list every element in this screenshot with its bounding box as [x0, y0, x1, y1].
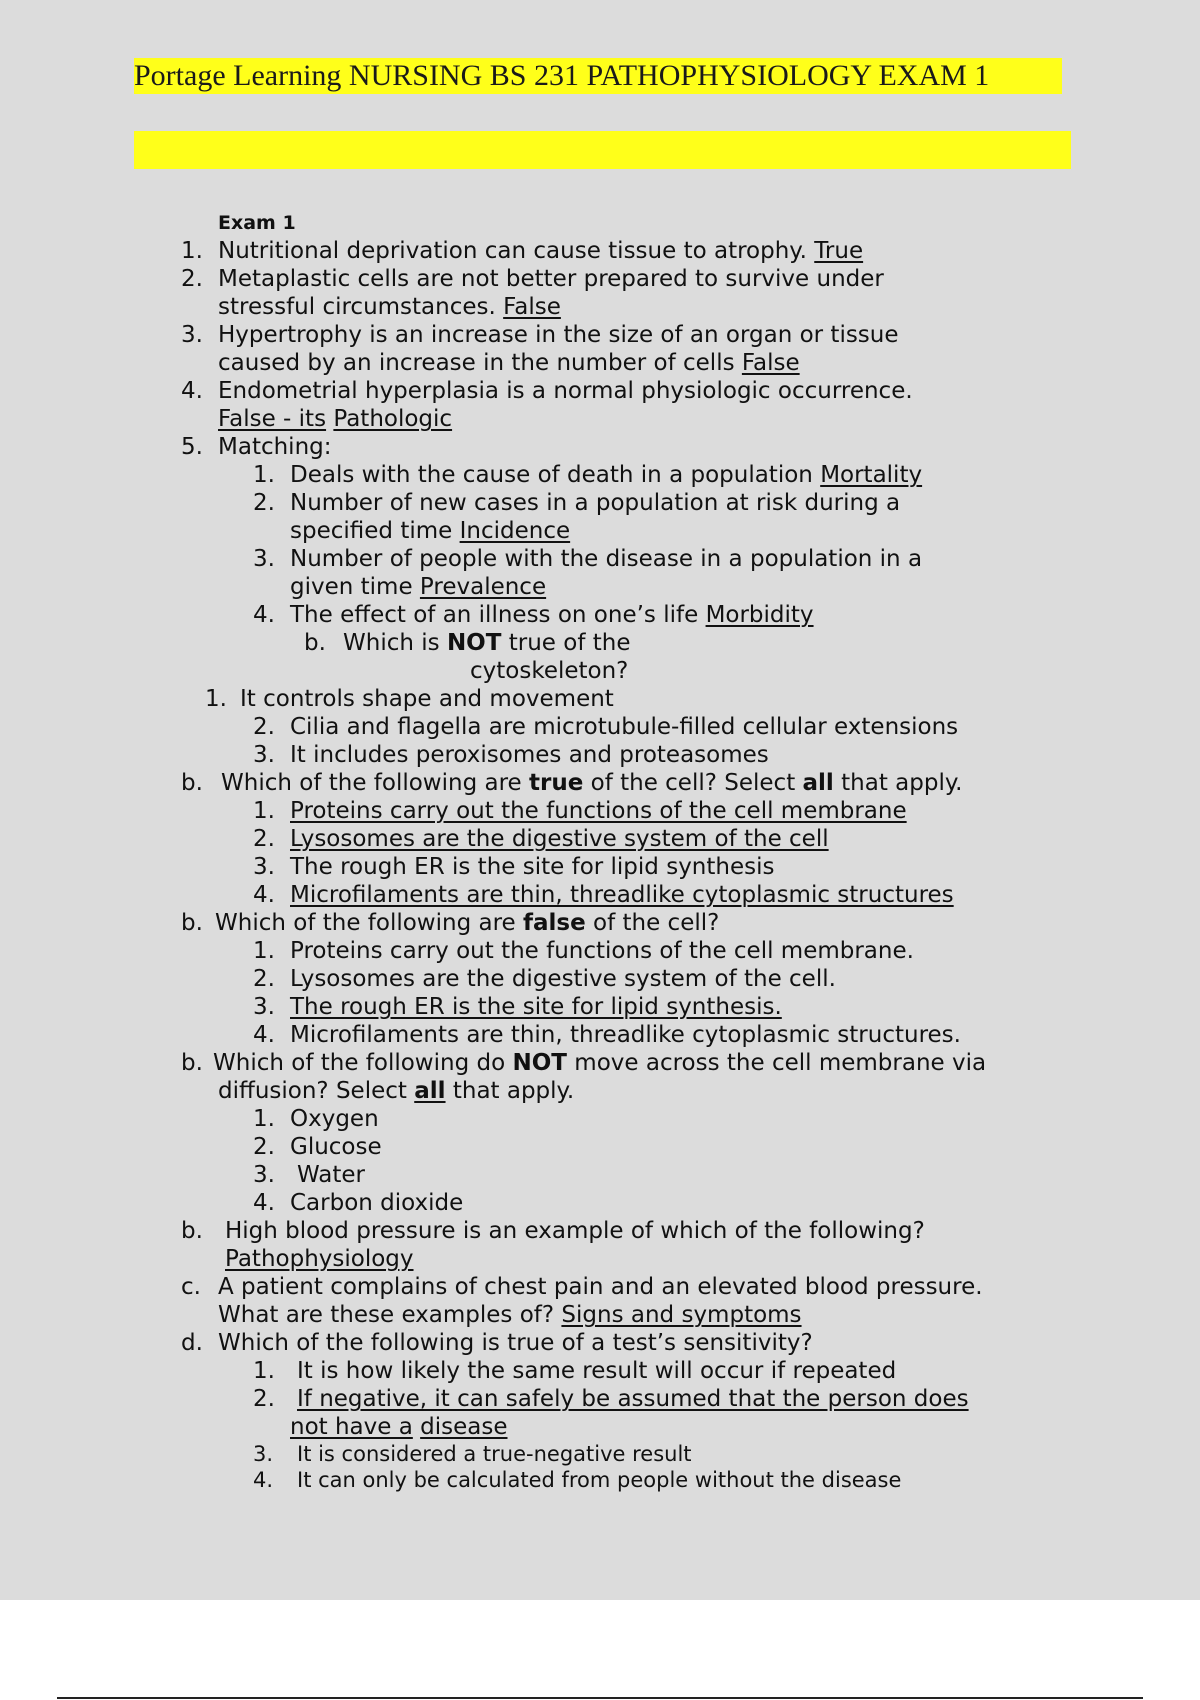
question-text: move across the cell membrane via — [574, 1050, 987, 1076]
item-number: 1. — [253, 1358, 275, 1384]
exam-heading: Exam 1 — [218, 212, 296, 234]
matching-item-2-cont — [290, 517, 570, 545]
question-text: Matching: — [218, 434, 332, 460]
option-text: The rough ER is the site for lipid synthesis — [290, 854, 775, 880]
question-1 — [181, 237, 864, 265]
item-number: 5. — [181, 434, 203, 460]
question-11-cont — [218, 1301, 802, 1329]
question-12 — [181, 1329, 813, 1357]
item-letter: b. — [181, 1218, 203, 1244]
emphasis: NOT — [512, 1050, 567, 1076]
item-number: 3. — [253, 742, 275, 768]
item-number: 2. — [253, 1386, 275, 1412]
item-letter: b. — [304, 630, 326, 656]
option-2 — [253, 825, 829, 853]
option-text: Lysosomes are the digestive system of the cell. — [290, 966, 836, 992]
option-text: Oxygen — [290, 1106, 379, 1132]
question-2-cont — [218, 293, 561, 321]
question-8 — [181, 909, 720, 937]
answer: Morbidity — [705, 602, 814, 628]
item-number: 2. — [253, 966, 275, 992]
question-text: caused by an increase in the number of cells — [218, 350, 735, 376]
question-text: of the cell? Select — [590, 770, 796, 796]
question-9 — [181, 1049, 987, 1077]
question-text: Metaplastic cells are not better prepared to survive under — [218, 266, 884, 292]
matching-text: The effect of an illness on one’s life — [290, 602, 699, 628]
item-number: 3. — [253, 1442, 274, 1466]
question-text: that apply. — [452, 1078, 575, 1104]
question-text: What are these examples of? — [218, 1302, 555, 1328]
matching-text: Number of people with the disease in a population in a — [290, 546, 923, 572]
question-text: Which of the following are — [215, 910, 516, 936]
option-text-selected: Proteins carry out the functions of the cell membrane — [290, 798, 907, 824]
question-2 — [181, 265, 884, 293]
item-number: 1. — [253, 938, 275, 964]
emphasis: all — [414, 1078, 446, 1104]
matching-item-3-cont — [290, 573, 546, 601]
option-3 — [253, 993, 782, 1021]
matching-item-3 — [253, 545, 923, 573]
option-3 — [253, 853, 775, 881]
answer: False - its — [218, 406, 327, 432]
option-2 — [253, 1133, 382, 1161]
option-text-selected: Microfilaments are thin, threadlike cytoplasmic structures — [290, 882, 954, 908]
item-letter: b. — [181, 910, 203, 936]
item-number: 4. — [253, 602, 275, 628]
option-text: It can only be calculated from people without the disease — [297, 1468, 902, 1492]
emphasis: false — [523, 910, 586, 936]
question-9-cont — [218, 1077, 574, 1105]
item-number: 3. — [253, 1162, 275, 1188]
answer: True — [814, 238, 864, 264]
question-3 — [181, 321, 899, 349]
option-4 — [253, 1021, 961, 1049]
question-7 — [181, 769, 963, 797]
question-text: true of the — [508, 630, 631, 656]
question-10-cont — [225, 1245, 414, 1273]
item-number: 2. — [253, 714, 275, 740]
item-number: 4. — [253, 882, 275, 908]
matching-text: Number of new cases in a population at risk during a — [290, 490, 901, 516]
document-title: Portage Learning NURSING BS 231 PATHOPHYSIOLOGY EXAM 1 — [134, 58, 1062, 94]
option-text: Cilia and flagella are microtubule-filled cellular extensions — [290, 714, 959, 740]
item-letter: d. — [181, 1330, 203, 1356]
matching-item-2 — [253, 489, 901, 517]
option-1 — [253, 797, 907, 825]
item-number: 1. — [205, 686, 227, 712]
item-letter: b. — [181, 1050, 203, 1076]
item-number: 4. — [181, 378, 203, 404]
question-text: stressful circumstances. — [218, 294, 496, 320]
option-text: It includes peroxisomes and proteasomes — [290, 742, 769, 768]
question-text: of the cell? — [593, 910, 720, 936]
option-text: Water — [297, 1162, 365, 1188]
matching-text: specified time — [290, 518, 453, 544]
emphasis: all — [802, 770, 834, 796]
item-number: 4. — [253, 1022, 275, 1048]
item-letter: b. — [181, 770, 203, 796]
option-1 — [205, 685, 614, 713]
item-number: 1. — [253, 1106, 275, 1132]
question-text: Endometrial hyperplasia is a normal physiologic occurrence. — [218, 378, 913, 404]
item-letter: c. — [181, 1274, 201, 1300]
option-text-selected: not have a — [290, 1414, 413, 1440]
question-text: Which is — [343, 630, 440, 656]
answer: False — [741, 350, 800, 376]
question-6-cont: cytoskeleton? — [470, 658, 629, 684]
question-text: Nutritional deprivation can cause tissue to atrophy. — [218, 238, 807, 264]
question-text: Which of the following is true of a test’s sensitivity? — [218, 1330, 813, 1356]
option-1 — [253, 1105, 379, 1133]
question-10 — [181, 1217, 925, 1245]
question-text: diffusion? Select — [218, 1078, 407, 1104]
question-5 — [181, 433, 332, 461]
question-3-cont — [218, 349, 800, 377]
option-3 — [253, 741, 769, 769]
item-number: 2. — [181, 266, 203, 292]
answer: Pathologic — [333, 406, 453, 432]
question-text: Hypertrophy is an increase in the size of an organ or tissue — [218, 322, 899, 348]
question-text: Which of the following do — [213, 1050, 506, 1076]
matching-text: Deals with the cause of death in a population — [290, 462, 813, 488]
option-2 — [253, 1385, 969, 1413]
answer: Pathophysiology — [225, 1246, 414, 1272]
option-text: Carbon dioxide — [290, 1190, 464, 1216]
item-number: 4. — [253, 1190, 275, 1216]
item-number: 1. — [181, 238, 203, 264]
question-4-cont — [218, 405, 452, 433]
question-11 — [181, 1273, 983, 1301]
option-text: It is how likely the same result will occur if repeated — [297, 1358, 897, 1384]
option-3 — [253, 1440, 692, 1468]
option-text: Microfilaments are thin, threadlike cytoplasmic structures. — [290, 1022, 961, 1048]
option-text: It is considered a true-negative result — [297, 1442, 692, 1466]
matching-item-4 — [253, 601, 814, 629]
answer: Prevalence — [419, 574, 547, 600]
option-text: It controls shape and movement — [240, 686, 614, 712]
option-2 — [253, 965, 836, 993]
footer-rule — [57, 1697, 1143, 1699]
answer: Incidence — [459, 518, 571, 544]
question-text: that apply. — [841, 770, 963, 796]
option-1 — [253, 937, 914, 965]
highlight-bar — [134, 131, 1071, 169]
item-number: 4. — [253, 1468, 274, 1492]
answer: Signs and symptoms — [561, 1302, 802, 1328]
item-number: 1. — [253, 462, 275, 488]
question-6 — [304, 629, 631, 657]
option-text-selected: Lysosomes are the digestive system of the cell — [290, 826, 829, 852]
item-number: 2. — [253, 826, 275, 852]
answer: Mortality — [820, 462, 923, 488]
option-text-selected: disease — [420, 1414, 508, 1440]
option-text-selected: The rough ER is the site for lipid synthesis. — [290, 994, 782, 1020]
question-text: High blood pressure is an example of which of the following? — [225, 1218, 925, 1244]
item-number: 3. — [181, 322, 203, 348]
item-number: 2. — [253, 1134, 275, 1160]
emphasis: true — [529, 770, 584, 796]
option-text: Proteins carry out the functions of the cell membrane. — [290, 938, 914, 964]
item-number: 3. — [253, 854, 275, 880]
item-number: 3. — [253, 994, 275, 1020]
option-4 — [253, 881, 954, 909]
question-text: A patient complains of chest pain and an elevated blood pressure. — [218, 1274, 983, 1300]
option-3 — [253, 1161, 365, 1189]
option-1 — [253, 1357, 897, 1385]
question-4 — [181, 377, 913, 405]
emphasis: NOT — [446, 630, 502, 656]
matching-item-1 — [253, 461, 923, 489]
answer: False — [503, 294, 561, 320]
item-number: 1. — [253, 798, 275, 824]
option-4 — [253, 1466, 902, 1494]
option-4 — [253, 1189, 464, 1217]
option-text: Glucose — [290, 1134, 382, 1160]
option-text-selected: If negative, it can safely be assumed that the person does — [297, 1386, 969, 1412]
option-2-cont — [290, 1413, 508, 1441]
matching-text: given time — [290, 574, 413, 600]
item-number: 2. — [253, 490, 275, 516]
item-number: 3. — [253, 546, 275, 572]
option-2 — [253, 713, 959, 741]
question-text: Which of the following are — [221, 770, 522, 796]
